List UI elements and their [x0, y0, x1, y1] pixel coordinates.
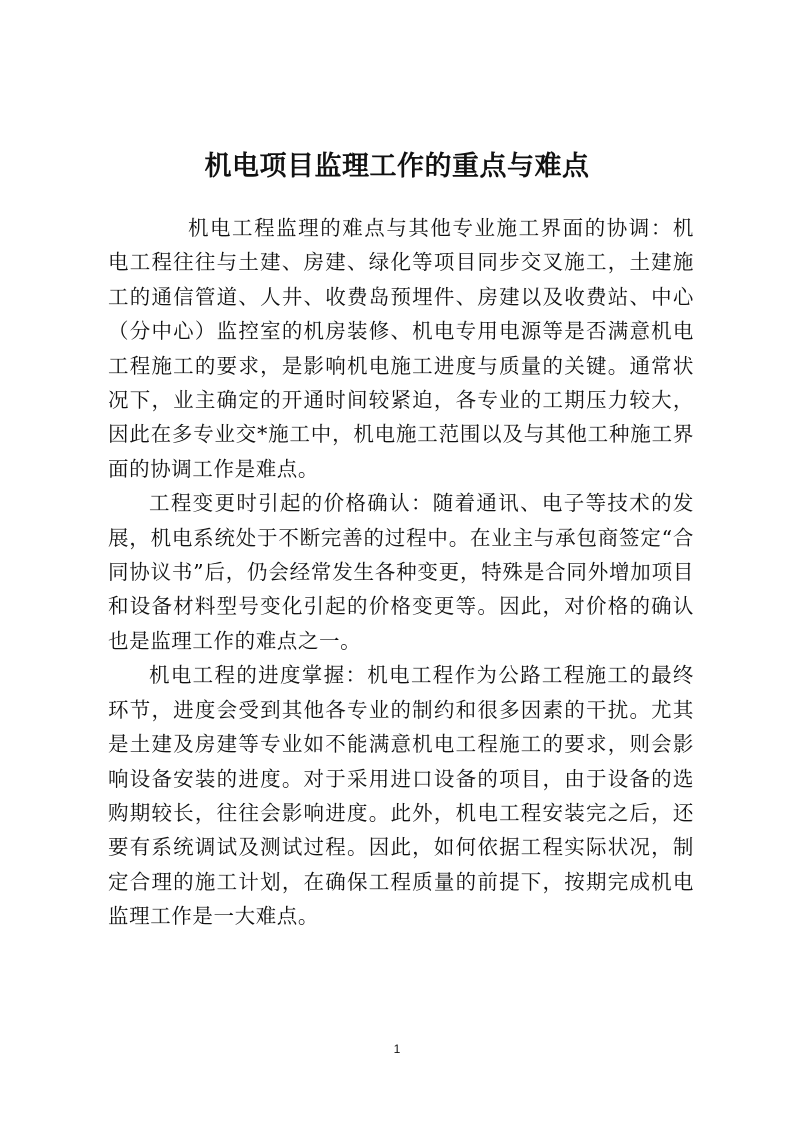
page-number: 1 [393, 1042, 401, 1056]
paragraph-schedule-control: 机电工程的进度掌握：机电工程作为公路工程施工的最终环节，进度会受到其他各专业的制约和很多因素的干扰。尤其是土建及房建等专业如不能满意机电工程施工的要求，则会影响设备安装的进度。对于采用进口设备的项目，由于设备的选购期较长，往往会影响进度。此外，机电工程安装完之后，还要有系统调试及测试过程。因此，如何依据工程实际状况，制定合理的施工计划，在确保工程质量的前提下，按期完成机电监理工作是一大难点。 [108, 663, 694, 929]
paragraph-interface-coordination: 机电工程监理的难点与其他专业施工界面的协调：机电工程往往与土建、房建、绿化等项目同步交叉施工，土建施工的通信管道、人井、收费岛预埋件、房建以及收费站、中心（分中心）监控室的机房装修、机电专用电源等是否满意机电工程施工的要求，是影响机电施工进度与质量的关键。通常状况下，业主确定的开通时间较紧迫，各专业的工期压力较大，因此在多专业交*施工中，机电施工范围以及与其他工种施工界面的协调工作是难点。 [108, 216, 694, 481]
document-body [108, 211, 694, 934]
paragraph-price-confirmation: 工程变更时引起的价格确认：随着通讯、电子等技术的发展，机电系统处于不断完善的过程中。在业主与承包商签定“合同协议书”后，仍会经常发生各种变更，特殊是合同外增加项目和设备材料型号变化引起的价格变更等。因此，对价格的确认也是监理工作的难点之一。 [108, 491, 694, 653]
document-title: 机电项目监理工作的重点与难点 [204, 151, 590, 182]
